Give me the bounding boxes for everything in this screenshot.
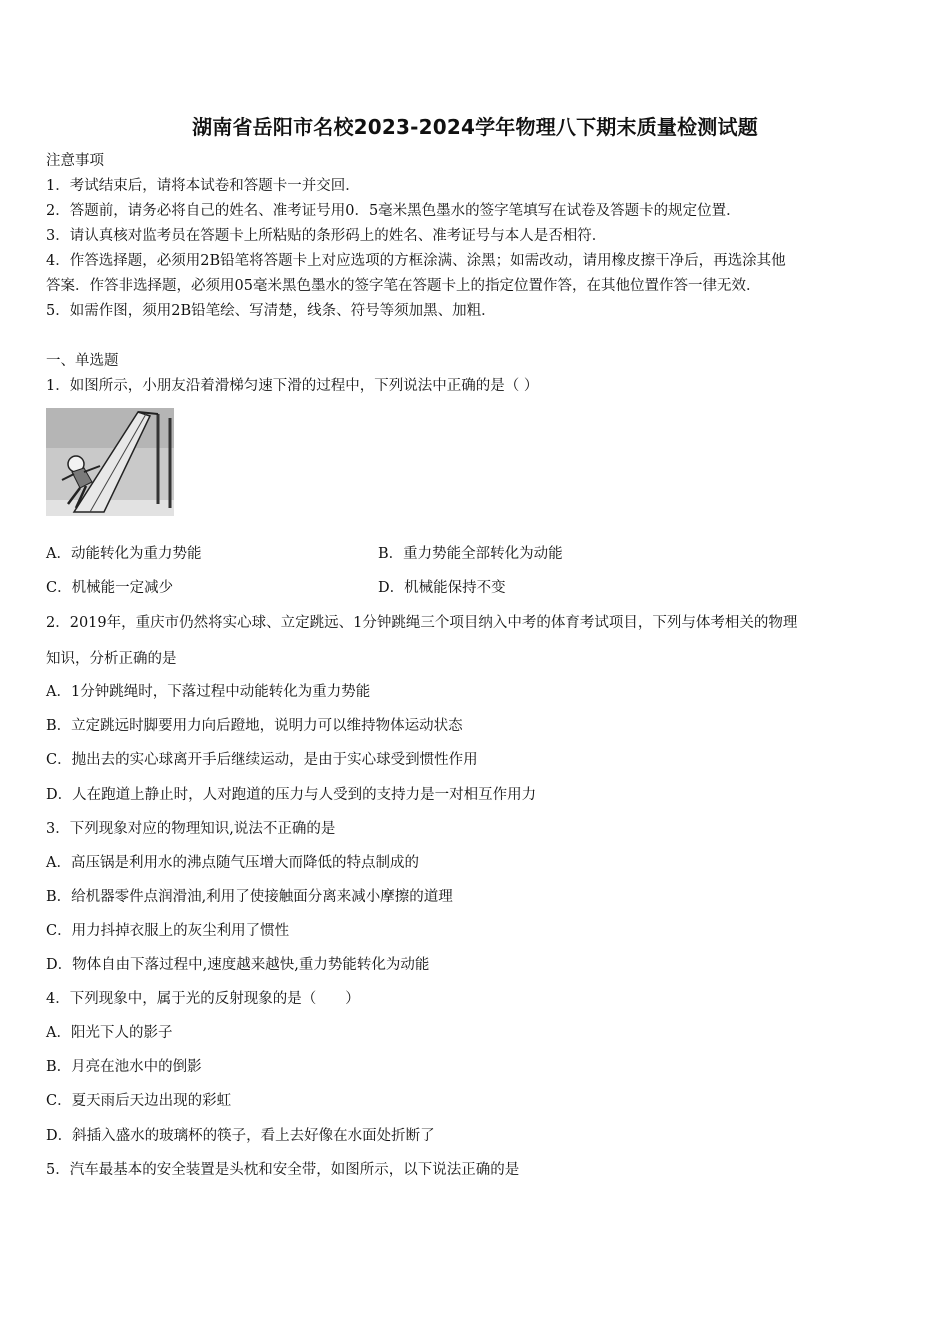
q4-option-c: C．夏天雨后天边出现的彩虹 [46,1093,232,1109]
notice-item-2: 2．答题前，请务必将自己的姓名、准考证号用0．5毫米黑色墨水的签字笔填写在试卷及答题卡的规定位置． [46,203,741,219]
notice-item-3: 3．请认真核对监考员在答题卡上所粘贴的条形码上的姓名、准考证号与本人是否相符． [46,228,607,244]
q2-option-a: A．1分钟跳绳时，下落过程中动能转化为重力势能 [46,684,371,700]
q3-option-b: B．给机器零件点润滑油,利用了使接触面分离来减小摩擦的道理 [46,889,453,905]
q2-option-d: D．人在跑道上静止时，人对跑道的压力与人受到的支持力是一对相互作用力 [46,787,537,803]
slide-illustration [46,408,174,516]
notice-item-1: 1．考试结束后，请将本试卷和答题卡一并交回． [46,178,360,194]
document-title: 湖南省岳阳市名校2023-2024学年物理八下期末质量检测试题 [192,115,758,139]
q5-stem: 5．汽车最基本的安全装置是头枕和安全带，如图所示，以下说法正确的是 [46,1162,520,1178]
q4-stem: 4．下列现象中，属于光的反射现象的是（ ） [46,991,360,1007]
q1-option-d: D．机械能保持不变 [378,580,506,596]
q3-option-d: D．物体自由下落过程中,速度越来越快,重力势能转化为动能 [46,957,430,973]
q1-option-a: A．动能转化为重力势能 [46,546,202,562]
q2-stem: 2．2019年，重庆市仍然将实心球、立定跳远、1分钟跳绳三个项目纳入中考的体育考试项目，下列与体考相关的物理 [46,615,798,631]
notice-heading: 注意事项 [46,153,104,169]
q1-option-c: C．机械能一定减少 [46,580,174,596]
q2-option-b: B．立定跳远时脚要用力向后蹬地，说明力可以维持物体运动状态 [46,718,463,734]
q2-option-c: C．抛出去的实心球离开手后继续运动，是由于实心球受到惯性作用 [46,752,478,768]
notice-item-5: 5．如需作图，须用2B铅笔绘、写清楚，线条、符号等须加黑、加粗． [46,303,496,319]
q2-stem-cont: 知识，分析正确的是 [46,651,177,667]
q4-option-a: A．阳光下人的影子 [46,1025,173,1041]
notice-item-4-cont: 答案．作答非选择题，必须用05毫米黑色墨水的签字笔在答题卡上的指定位置作答，在其他位置作答一律无效． [46,278,761,294]
q3-option-a: A．高压锅是利用水的沸点随气压增大而降低的特点制成的 [46,855,419,871]
q4-option-b: B．月亮在池水中的倒影 [46,1059,202,1075]
q1-option-b: B．重力势能全部转化为动能 [378,546,563,562]
q4-option-d: D．斜插入盛水的玻璃杯的筷子，看上去好像在水面处折断了 [46,1128,435,1144]
q3-option-c: C．用力抖掉衣服上的灰尘利用了惯性 [46,923,290,939]
section-heading: 一、单选题 [46,353,119,369]
q1-stem: 1．如图所示，小朋友沿着滑梯匀速下滑的过程中，下列说法中正确的是（ ） [46,378,539,394]
notice-item-4: 4．作答选择题，必须用2B铅笔将答题卡上对应选项的方框涂满、涂黑；如需改动，请用橡皮擦干净后，再选涂其他 [46,253,786,269]
slide-figure [46,408,174,516]
q3-stem: 3．下列现象对应的物理知识,说法不正确的是 [46,821,336,837]
